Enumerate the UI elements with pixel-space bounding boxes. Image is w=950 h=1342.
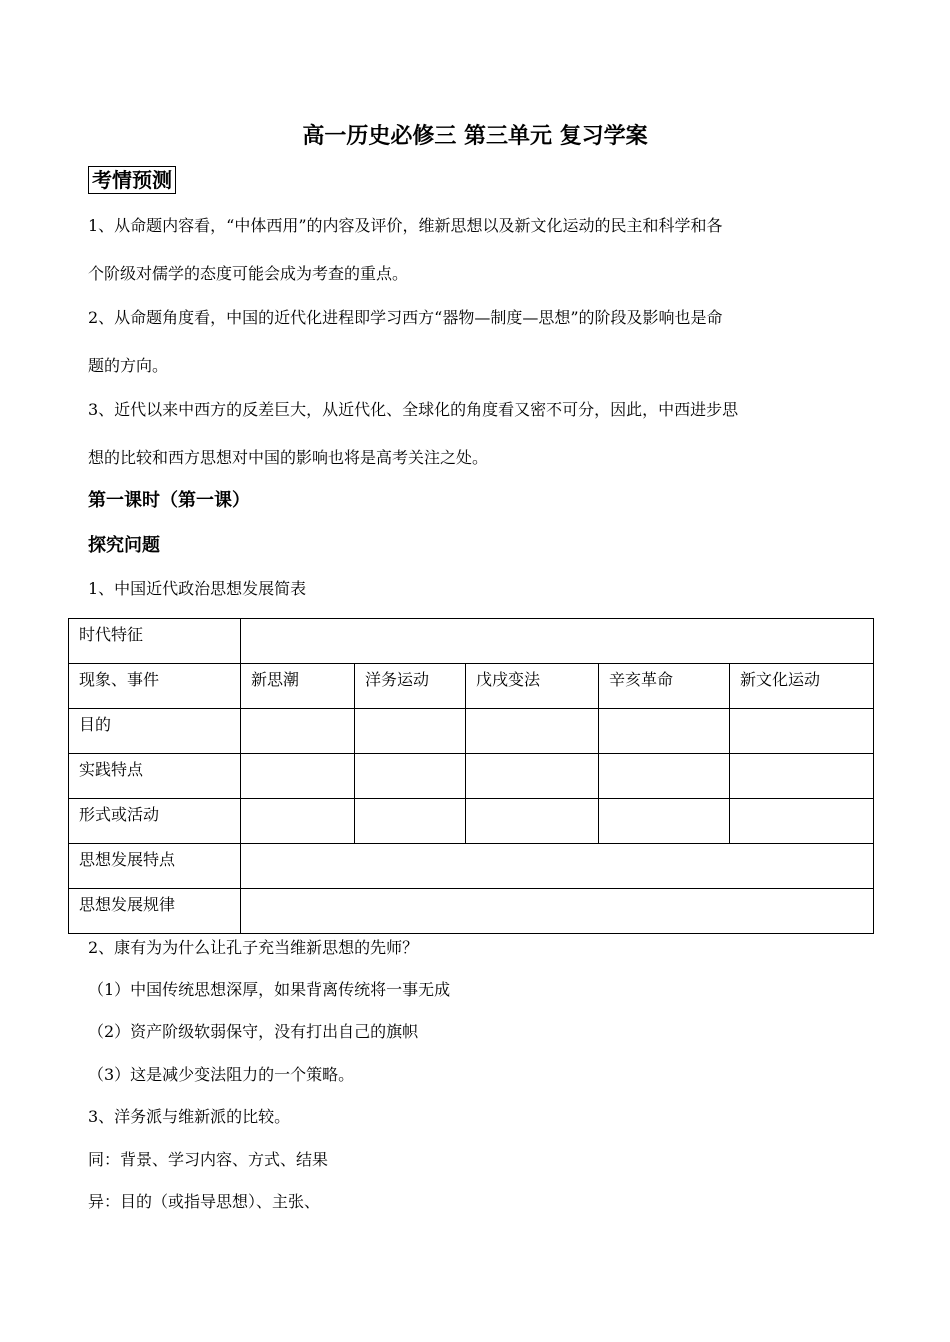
row-label: 形式或活动 — [69, 799, 241, 844]
table-cell — [241, 844, 874, 889]
question-3-different: 异：目的（或指导思想）、主张、 — [88, 1192, 321, 1211]
row-label: 目的 — [69, 709, 241, 754]
table-row — [69, 664, 874, 709]
table-cell — [730, 799, 874, 844]
column-header: 新思潮 — [241, 664, 355, 709]
row-label: 思想发展特点 — [69, 844, 241, 889]
exam-paragraph-3-line-2: 想的比较和西方思想对中国的影响也将是高考关注之处。 — [88, 448, 489, 467]
table-cell — [355, 709, 466, 754]
row-label: 时代特征 — [69, 619, 241, 664]
question-3-same: 同：背景、学习内容、方式、结果 — [88, 1150, 329, 1169]
table-cell — [730, 709, 874, 754]
row-label: 实践特点 — [69, 754, 241, 799]
table-row — [69, 619, 874, 664]
table-row — [69, 709, 874, 754]
question-2: 2、康有为为什么让孔子充当维新思想的先师？ — [88, 938, 419, 957]
table-cell — [241, 889, 874, 934]
table-row — [69, 889, 874, 934]
table-cell — [730, 754, 874, 799]
table-cell — [466, 709, 599, 754]
table-cell — [599, 709, 730, 754]
table-cell — [599, 799, 730, 844]
question-3: 3、洋务派与维新派的比较。 — [88, 1107, 291, 1126]
question-1: 1、中国近代政治思想发展简表 — [88, 579, 307, 598]
table-cell — [355, 754, 466, 799]
page-title: 高一历史必修三 第三单元 复习学案 — [302, 124, 648, 149]
political-thought-table — [68, 618, 874, 934]
table-cell — [241, 754, 355, 799]
question-2-answer-2: （2）资产阶级软弱保守，没有打出自己的旗帜 — [88, 1022, 419, 1041]
table-cell — [241, 619, 874, 664]
question-2-answer-1: （1）中国传统思想深厚，如果背离传统将一事无成 — [88, 980, 451, 999]
table-cell — [599, 754, 730, 799]
column-header: 辛亥革命 — [599, 664, 730, 709]
exam-forecast-heading: 考情预测 — [88, 166, 176, 194]
exam-paragraph-3-line-1: 3、近代以来中西方的反差巨大，从近代化、全球化的角度看又密不可分，因此，中西进步思 — [88, 400, 739, 419]
exam-paragraph-2-line-2: 题的方向。 — [88, 356, 169, 375]
row-label: 现象、事件 — [69, 664, 241, 709]
table-row — [69, 799, 874, 844]
column-header: 戊戌变法 — [466, 664, 599, 709]
table-cell — [355, 799, 466, 844]
explore-heading: 探究问题 — [88, 535, 160, 556]
exam-paragraph-1-line-1: 1、从命题内容看，“中体西用”的内容及评价，维新思想以及新文化运动的民主和科学和各 — [88, 216, 723, 235]
column-header: 洋务运动 — [355, 664, 466, 709]
table-cell — [466, 799, 599, 844]
table-row — [69, 754, 874, 799]
column-header: 新文化运动 — [730, 664, 874, 709]
table-cell — [241, 709, 355, 754]
row-label: 思想发展规律 — [69, 889, 241, 934]
table-cell — [241, 799, 355, 844]
question-2-answer-3: （3）这是减少变法阻力的一个策略。 — [88, 1065, 355, 1084]
exam-paragraph-2-line-1: 2、从命题角度看，中国的近代化进程即学习西方“器物—制度—思想”的阶段及影响也是命 — [88, 308, 723, 327]
lesson-heading: 第一课时（第一课） — [88, 490, 250, 511]
table-row — [69, 844, 874, 889]
table-cell — [466, 754, 599, 799]
exam-paragraph-1-line-2: 个阶级对儒学的态度可能会成为考查的重点。 — [88, 264, 409, 283]
